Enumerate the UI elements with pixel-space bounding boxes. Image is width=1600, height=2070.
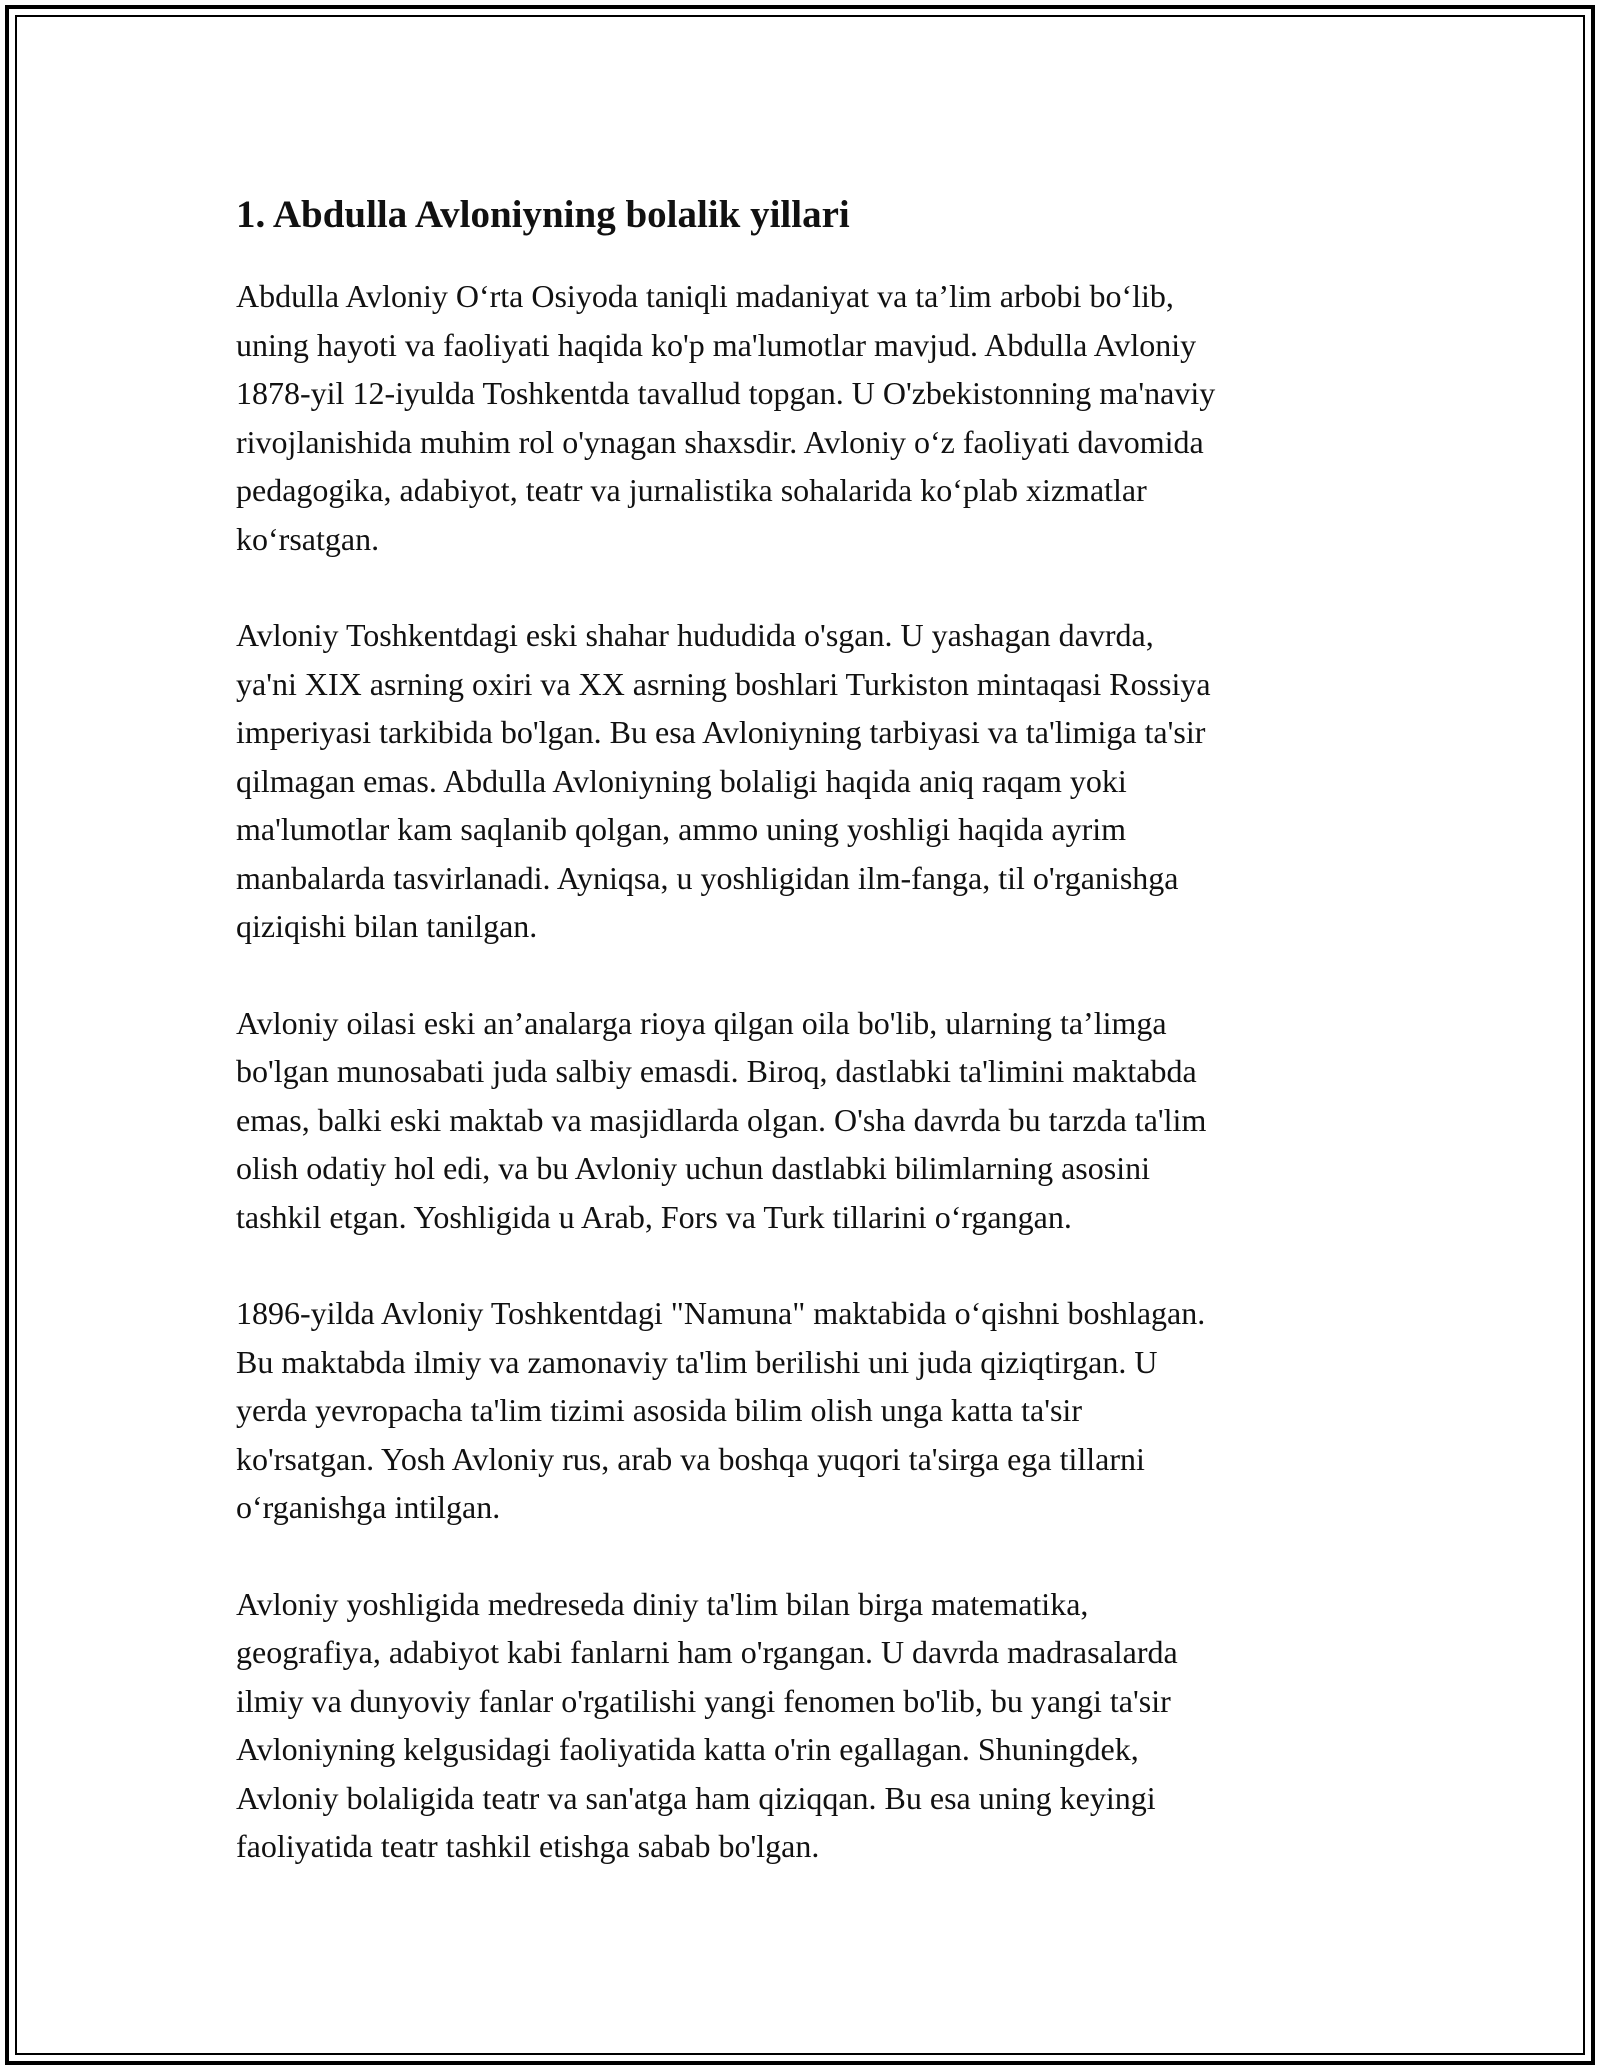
paragraph-line: Avloniy bolaligida teatr va san'atga ham qiziqqan. Bu esa uning keyingi xyxy=(236,1779,1156,1816)
paragraph-line: geografiya, adabiyot kabi fanlarni ham o'rgangan. U davrda madrasalarda xyxy=(236,1634,1178,1670)
paragraph-line: 1878-yil 12-iyulda Toshkentda tavallud topgan. U O'zbekistonning ma'naviy xyxy=(236,375,1216,411)
paragraph-line: qiziqishi bilan tanilgan. xyxy=(236,908,538,944)
paragraph-line: bo'lgan munosabati juda salbiy emasdi. Biroq, dastlabki ta'limini maktabda xyxy=(236,1053,1197,1089)
paragraph-line: ma'lumotlar kam saqlanib qolgan, ammo uning yoshligi haqida ayrim xyxy=(236,811,1127,847)
paragraph-line: pedagogika, adabiyot, teatr va jurnalistika sohalarida ko‘plab xizmatlar xyxy=(236,472,1147,508)
paragraph-1 xyxy=(236,272,1366,563)
paragraph-line: emas, balki eski maktab va masjidlarda olgan. O'sha davrda bu tarzda ta'lim xyxy=(236,1101,1207,1138)
paragraph-line: qilmagan emas. Abdulla Avloniyning bolaligi haqida aniq raqam yoki xyxy=(236,762,1127,799)
paragraph-line: olish odatiy hol edi, va bu Avloniy uchun dastlabki bilimlarning asosini xyxy=(236,1150,1150,1186)
paragraph-line: yerda yevropacha ta'lim tizimi asosida bilim olish unga katta ta'sir xyxy=(236,1392,1082,1428)
paragraph-line: Avloniy oilasi eski an’analarga rioya qilgan oila bo'lib, ularning ta’limga xyxy=(236,1004,1167,1041)
paragraph-line: imperiyasi tarkibida bo'lgan. Bu esa Avloniyning tarbiyasi va ta'limiga ta'sir xyxy=(236,714,1206,750)
document-body xyxy=(236,186,1366,1919)
paragraph-line: manbalarda tasvirlanadi. Ayniqsa, u yoshligidan ilm-fanga, til o'rganishga xyxy=(236,859,1179,896)
paragraph-line: Avloniy yoshligida medreseda diniy ta'lim bilan birga matematika, xyxy=(236,1585,1089,1622)
paragraph-5 xyxy=(236,1580,1366,1871)
paragraph-line: ya'ni XIX asrning oxiri va XX asrning boshlari Turkiston mintaqasi Rossiya xyxy=(236,665,1211,702)
paragraph-line: uning hayoti va faoliyati haqida ko'p ma'lumotlar mavjud. Abdulla Avloniy xyxy=(236,326,1197,363)
paragraph-line: ilmiy va dunyoviy fanlar o'rgatilishi yangi fenomen bo'lib, bu yangi ta'sir xyxy=(236,1682,1171,1719)
paragraph-line: Bu maktabda ilmiy va zamonaviy ta'lim berilishi uni juda qiziqtirgan. U xyxy=(236,1343,1158,1380)
paragraph-line: faoliyatida teatr tashkil etishga sabab bo'lgan. xyxy=(236,1828,820,1864)
paragraph-list xyxy=(236,272,1366,1871)
paragraph-line: rivojlanishida muhim rol o'ynagan shaxsdir. Avloniy o‘z faoliyati davomida xyxy=(236,423,1204,460)
paragraph-line: tashkil etgan. Yoshligida u Arab, Fors va Turk tillarini o‘rgangan. xyxy=(236,1198,1072,1235)
paragraph-line: Avloniyning kelgusidagi faoliyatida katta o'rin egallagan. Shuningdek, xyxy=(236,1731,1139,1767)
paragraph-line: Abdulla Avloniy O‘rta Osiyoda taniqli madaniyat va ta’lim arbobi bo‘lib, xyxy=(236,278,1174,314)
paragraph-3 xyxy=(236,999,1366,1242)
paragraph-4 xyxy=(236,1289,1366,1532)
paragraph-2 xyxy=(236,611,1366,951)
document-title: 1. Abdulla Avloniyning bolalik yillari xyxy=(236,193,850,236)
paragraph-line: Avloniy Toshkentdagi eski shahar hududida o'sgan. U yashagan davrda, xyxy=(236,617,1154,653)
paragraph-line: 1896-yilda Avloniy Toshkentdagi "Namuna" maktabida o‘qishni boshlagan. xyxy=(236,1295,1206,1331)
paragraph-line: ko‘rsatgan. xyxy=(236,520,380,557)
paragraph-line: o‘rganishga intilgan. xyxy=(236,1489,501,1525)
paragraph-line: ko'rsatgan. Yosh Avloniy rus, arab va boshqa yuqori ta'sirga ega tillarni xyxy=(236,1440,1145,1477)
